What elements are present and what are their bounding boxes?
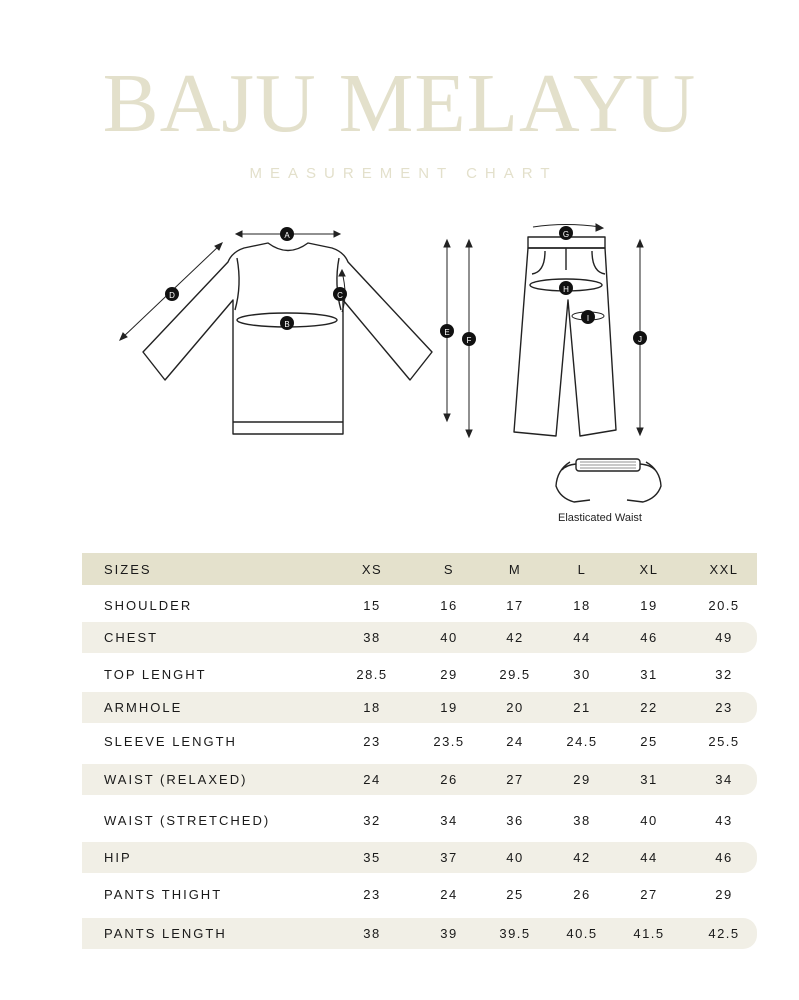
marker-h: H — [563, 285, 569, 294]
size-value: 23.5 — [433, 734, 465, 749]
size-value: 34 — [715, 772, 733, 787]
row-label: WAIST (RELAXED) — [104, 772, 248, 787]
size-value: 24 — [363, 772, 381, 787]
size-value: 32 — [715, 667, 733, 682]
size-value: 40 — [506, 850, 524, 865]
size-header: XL — [639, 561, 659, 577]
size-header: XS — [361, 561, 383, 577]
size-value: 34 — [440, 813, 458, 828]
size-header: XXL — [709, 561, 739, 577]
size-value: 32 — [363, 813, 381, 828]
size-value: 29 — [715, 887, 733, 902]
size-value: 17 — [506, 598, 524, 613]
page-title: BAJU MELAYU — [102, 57, 697, 150]
size-value: 35 — [363, 850, 381, 865]
size-value: 28.5 — [356, 667, 388, 682]
size-value: 19 — [440, 700, 458, 715]
row-label: SLEEVE LENGTH — [104, 734, 237, 749]
table-row — [82, 726, 757, 757]
elasticated-waist-caption: Elasticated Waist — [558, 512, 642, 524]
row-label: PANTS THIGHT — [104, 887, 223, 902]
size-value: 25 — [506, 887, 524, 902]
marker-b: B — [284, 320, 290, 329]
size-value: 29 — [440, 667, 458, 682]
size-value: 20.5 — [708, 598, 740, 613]
size-value: 22 — [640, 700, 658, 715]
row-label: TOP LENGHT — [104, 667, 207, 682]
table-row — [82, 805, 757, 836]
marker-e: E — [444, 328, 450, 337]
size-value: 23 — [363, 734, 381, 749]
size-table-body — [82, 590, 757, 949]
size-value: 18 — [573, 598, 591, 613]
size-value: 40 — [640, 813, 658, 828]
size-value: 42.5 — [708, 926, 740, 941]
sizes-header-label: SIZES — [104, 561, 152, 577]
table-row — [82, 764, 757, 795]
size-value: 36 — [506, 813, 524, 828]
size-value: 24.5 — [566, 734, 598, 749]
size-value: 24 — [506, 734, 524, 749]
size-value: 40 — [440, 630, 458, 645]
size-value: 38 — [363, 630, 381, 645]
size-value: 41.5 — [633, 926, 665, 941]
marker-a: A — [284, 231, 290, 240]
size-value: 19 — [640, 598, 658, 613]
size-header: S — [443, 561, 455, 577]
size-value: 31 — [640, 772, 658, 787]
size-value: 38 — [363, 926, 381, 941]
table-row — [82, 842, 757, 873]
size-value: 37 — [440, 850, 458, 865]
row-label: HIP — [104, 850, 132, 865]
size-header-row — [82, 553, 757, 585]
size-value: 20 — [506, 700, 524, 715]
table-row — [82, 590, 757, 621]
size-value: 40.5 — [566, 926, 598, 941]
size-value: 27 — [640, 887, 658, 902]
size-value: 26 — [440, 772, 458, 787]
size-value: 38 — [573, 813, 591, 828]
marker-d: D — [169, 291, 175, 300]
size-header: L — [577, 561, 587, 577]
size-value: 16 — [440, 598, 458, 613]
row-label: ARMHOLE — [104, 700, 183, 715]
size-value: 27 — [506, 772, 524, 787]
marker-j: J — [638, 335, 642, 344]
size-value: 43 — [715, 813, 733, 828]
size-value: 42 — [573, 850, 591, 865]
size-value: 23 — [715, 700, 733, 715]
size-value: 24 — [440, 887, 458, 902]
marker-i: I — [586, 314, 590, 323]
size-value: 46 — [640, 630, 658, 645]
size-value: 42 — [506, 630, 524, 645]
shirt-outline — [143, 243, 432, 434]
size-value: 44 — [573, 630, 591, 645]
size-value: 44 — [640, 850, 658, 865]
marker-c: C — [337, 291, 343, 300]
marker-g: G — [562, 230, 570, 239]
table-row — [82, 879, 757, 910]
row-label: PANTS LENGTH — [104, 926, 227, 941]
size-value: 30 — [573, 667, 591, 682]
measurement-markers — [165, 226, 647, 346]
size-table — [82, 553, 757, 949]
size-value: 29 — [573, 772, 591, 787]
size-value: 39.5 — [499, 926, 531, 941]
table-row — [82, 622, 757, 653]
size-value: 23 — [363, 887, 381, 902]
size-header: M — [508, 561, 522, 577]
table-row — [82, 659, 757, 690]
size-value: 18 — [363, 700, 381, 715]
page-subtitle: MEASUREMENT CHART — [249, 165, 558, 182]
table-row — [82, 918, 757, 949]
size-value: 15 — [363, 598, 381, 613]
garment-diagram — [0, 215, 799, 515]
row-label: SHOULDER — [104, 598, 193, 613]
size-value: 46 — [715, 850, 733, 865]
row-label: WAIST (STRETCHED) — [104, 813, 271, 828]
row-label: CHEST — [104, 630, 159, 645]
size-value: 29.5 — [499, 667, 531, 682]
table-row — [82, 692, 757, 723]
size-value: 26 — [573, 887, 591, 902]
size-value: 25.5 — [708, 734, 740, 749]
size-value: 25 — [640, 734, 658, 749]
size-value: 31 — [640, 667, 658, 682]
size-value: 49 — [715, 630, 733, 645]
size-value: 39 — [440, 926, 458, 941]
pants-outline — [514, 248, 616, 436]
size-value: 21 — [573, 700, 591, 715]
marker-f: F — [466, 336, 472, 345]
